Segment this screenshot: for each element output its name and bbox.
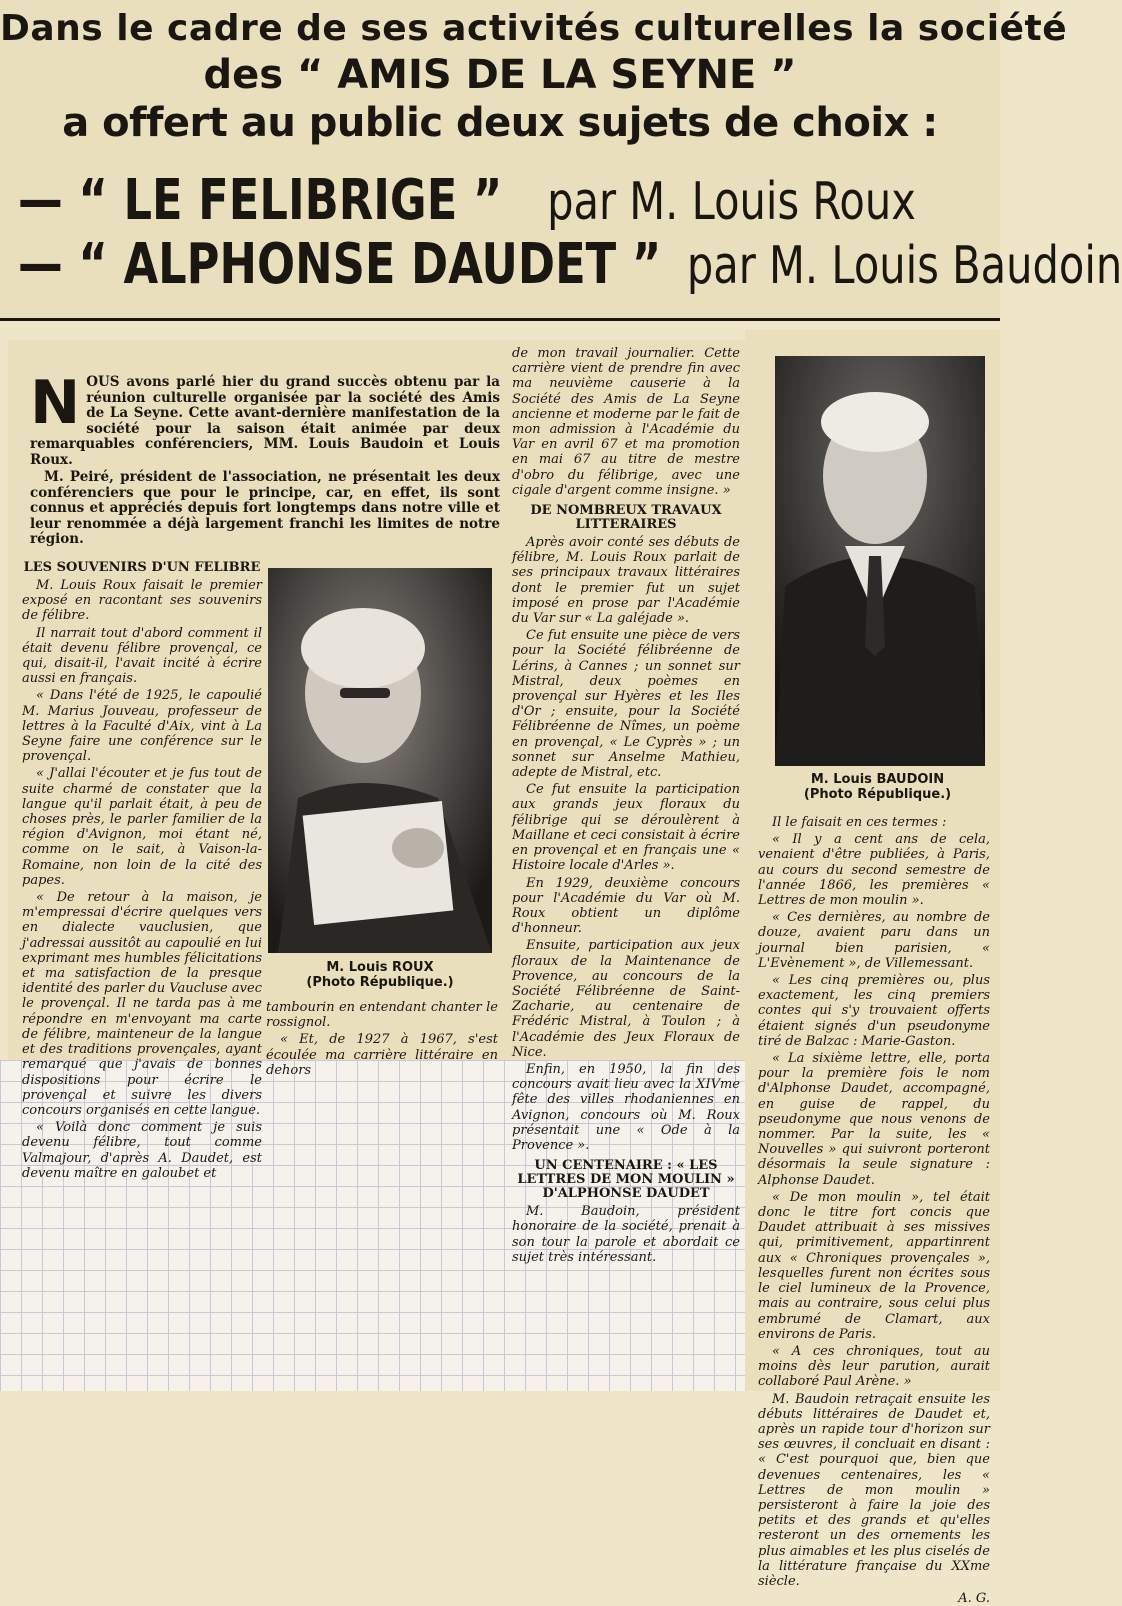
col4-paragraph: « La sixième lettre, elle, porta pour la première fois le nom d'Alphonse Daudet, accompagné, en guise de rappel, du pseudonyme que nous venons de nommer. Par la suite, les « Nouvelles » qui suivront porteront désormais la seule signature : Alphonse Daudet. — [758, 1051, 990, 1188]
subhead-souvenirs: LES SOUVENIRS D'UN FELIBRE — [23, 560, 261, 575]
caption-louis-roux — [268, 960, 492, 990]
caption-louis-baudoin — [760, 772, 995, 802]
column-1 — [22, 555, 262, 1181]
col3-paragraph: Enfin, en 1950, la fin des concours avait lieu avec la XIVme fête des villes rhodaniennes en Avignon, concours où M. Roux présentait une « Ode à la Provence ». — [512, 1061, 740, 1153]
headline-daudet-title: — “ ALPHONSE DAUDET ” — [18, 232, 662, 297]
col1-paragraph: Il narrait tout d'abord comment il était devenu félibre provençal, ce qui, disait-il, l'avait incité à écrire aussi en français. — [22, 625, 262, 687]
headline-rule — [0, 318, 1000, 321]
col2-paragraph: « Et, de 1927 à 1967, s'est écoulée ma carrière littéraire en dehors — [266, 1032, 498, 1078]
headline-felibrige-author: par M. Louis Roux — [547, 172, 916, 232]
subhead-travaux: DE NOMBREUX TRAVAUX LITTERAIRES — [530, 503, 722, 533]
headline-line-3: a offert au public deux sujets de choix : — [62, 100, 938, 146]
col1-paragraph: M. Louis Roux faisait le premier exposé en racontant ses souvenirs de félibre. — [22, 578, 262, 624]
col4-paragraph: « A ces chroniques, tout au moins dès leur parution, aurait collaboré Paul Arène. » — [758, 1343, 990, 1390]
subhead-centenaire: UN CENTENAIRE : « LES LETTRES DE MON MOULIN » D'ALPHONSE DAUDET — [517, 1158, 735, 1202]
col3-lead: de mon travail journalier. Cette carrière vient de prendre fin avec ma neuvième causerie à la Société des Amis de La Seyne ancienne et moderne par le fait de mon admission à l'Académie du Var en avril 67 et ma promotion en mai 67 au titre de mestre d'obro du félibrige, avec une cigale d'argent comme insigne. » — [512, 346, 740, 498]
col3-paragraph: Ensuite, participation aux jeux floraux de la Maintenance de Provence, au concours de la Société Félibréenne de Saint-Zacharie, au centenaire de Frédéric Mistral, à Toulon ; à l'Académie des Jeux Floraux de Nice. — [512, 938, 740, 1060]
caption-baudoin-credit: (Photo République.) — [803, 787, 952, 802]
intro-text-2: M. Peiré, président de l'association, ne présentait les deux conférenciers que pour le principe, car, en effet, ils sont connus et appréciés depuis fort longtemps dans notre ville et leur renommée a déjà largement franchi les limites de notre région. — [30, 469, 500, 547]
caption-roux-credit: (Photo République.) — [306, 975, 454, 990]
column-3 — [512, 346, 740, 1265]
intro-paragraph — [30, 368, 500, 550]
col4-paragraph: « De mon moulin », tel était donc le titre fort concis que Daudet attribuait à ses missives qui, primitivement, appartinrent aux « Chroniques provençales », lesquelles furent non écrites sous le ciel lumineux de la Provence, mais au contraire, sous celui plus embrumé de Clamart, aux environs de Paris. — [758, 1189, 990, 1342]
col4-paragraph: « Ces dernières, au nombre de douze, avaient paru dans un journal bien parisien, « L'Evènement », de Villemessant. — [758, 910, 990, 971]
col3-paragraph: En 1929, deuxième concours pour l'Académie du Var où M. Roux obtient un diplôme d'honneur. — [512, 875, 740, 937]
col2-paragraph: tambourin en entendant chanter le rossignol. — [266, 1000, 498, 1031]
caption-roux-name: M. Louis ROUX — [326, 960, 434, 975]
photo-louis-baudoin — [775, 356, 985, 766]
article-signature: A. G. — [958, 1591, 990, 1606]
column-4 — [758, 815, 990, 1606]
col4-paragraph: M. Baudoin retraçait ensuite les débuts littéraires de Daudet et, après un rapide tour d'horizon sur ses œuvres, il concluait en disant : « C'est pourquoi que, bien que devenues centenaires, les « Lettres de mon moulin » persisteront à faire la joie des petits et des grands et qu'elles resteront un des ornements les plus aimables et les plus ciselés de la littérature française du XXme siècle. — [758, 1391, 990, 1589]
col3-paragraph: Après avoir conté ses débuts de félibre, M. Louis Roux parlait de ses principaux travaux littéraires dont le premier fut un sujet imposé en prose par l'Académie du Var sur « La galéjade ». — [512, 535, 740, 627]
col1-paragraph: « De retour à la maison, je m'empressai d'écrire quelques vers en dialecte vauclusien, que j'adressai aussitôt au capoulié en lui exprimant mes humbles félicitations et ma satisfaction de la presque identité des parler du Vaucluse avec le provençal. Il ne tarda pas à me répondre en m'envoyant ma carte de félibre, mainteneur de la langue et des traditions provençales, ayant remarqué que j'avais de bonnes dispositions pour écrire le provençal et suivre les divers concours organisés en cette langue. — [22, 890, 262, 1118]
headline-line-1: Dans le cadre de ses activités culturelles la société — [0, 8, 1068, 49]
col3-paragraph: Ce fut ensuite la participation aux grands jeux floraux du félibrige qui se déroulèrent à Maillane et ceci consistait à écrire en provençal et en français une « Histoire locale d'Arles ». — [512, 782, 740, 874]
col3-paragraph: Ce fut ensuite une pièce de vers pour la Société félibréenne de Lérins, à Cannes ; un sonnet sur Mistral, deux poèmes en provençal sur Hyères et les Iles d'Or ; ensuite, pour la Société Félibréenne de Nîmes, un poème en provençal, « Le Cyprès » ; un sonnet sur Anselme Mathieu, adepte de Mistral, etc. — [512, 628, 740, 781]
intro-text-1: OUS avons parlé hier du grand succès obtenu par la réunion culturelle organisée par la société des Amis de La Seyne. Cette avant-dernière manifestation de la société pour la saison était animée par deux remarquables conférenciers, MM. Louis Baudoin et Louis Roux. — [30, 374, 500, 468]
col4-paragraph: « Les cinq premières ou, plus exactement, les cinq premiers contes qui s'y trouvaient offerts étaient signés d'un pseudonyme tiré de Balzac : Marie-Gaston. — [758, 973, 990, 1049]
caption-baudoin-name: M. Louis BAUDOIN — [810, 772, 945, 787]
col4-paragraph: « Il y a cent ans de cela, venaient d'être publiées, à Paris, au cours du second semestre de l'année 1866, les premières « Lettres de mon moulin ». — [758, 832, 990, 909]
intro-dropcap: N — [30, 368, 81, 438]
headline-clipping — [0, 0, 1122, 320]
column-2 — [266, 1000, 498, 1080]
col1-paragraph: « Dans l'été de 1925, le capoulié M. Marius Jouveau, professeur de lettres à la Faculté d'Aix, vint à La Seyne faire une conférence sur le provençal. — [22, 688, 262, 765]
photo-louis-roux — [268, 568, 492, 953]
headline-line-2: des “ AMIS DE LA SEYNE ” — [203, 52, 797, 98]
headline-daudet-author: par M. Louis Baudoin — [686, 236, 1122, 296]
col1-paragraph: « J'allai l'écouter et je fus tout de suite charmé de constater que la langue qu'il parlait était, à peu de choses près, le parler familier de la région d'Avignon, moi étant né, comme on le sait, à Vaison-la-Romaine, non loin de la cité des papes. — [22, 766, 262, 888]
col3-paragraph: M. Baudoin, président honoraire de la société, prenait à son tour la parole et abordait ce sujet très intéressant. — [512, 1204, 740, 1265]
col1-paragraph: « Voilà donc comment je suis devenu félibre, tout comme Valmajour, d'après A. Daudet, est devenu maître en galoubet et — [22, 1120, 262, 1181]
headline-line-4 — [18, 168, 916, 233]
headline-felibrige-title: — “ LE FELIBRIGE ” — [18, 168, 503, 233]
col4-paragraph: Il le faisait en ces termes : — [772, 815, 947, 830]
headline-line-5 — [18, 232, 1122, 297]
